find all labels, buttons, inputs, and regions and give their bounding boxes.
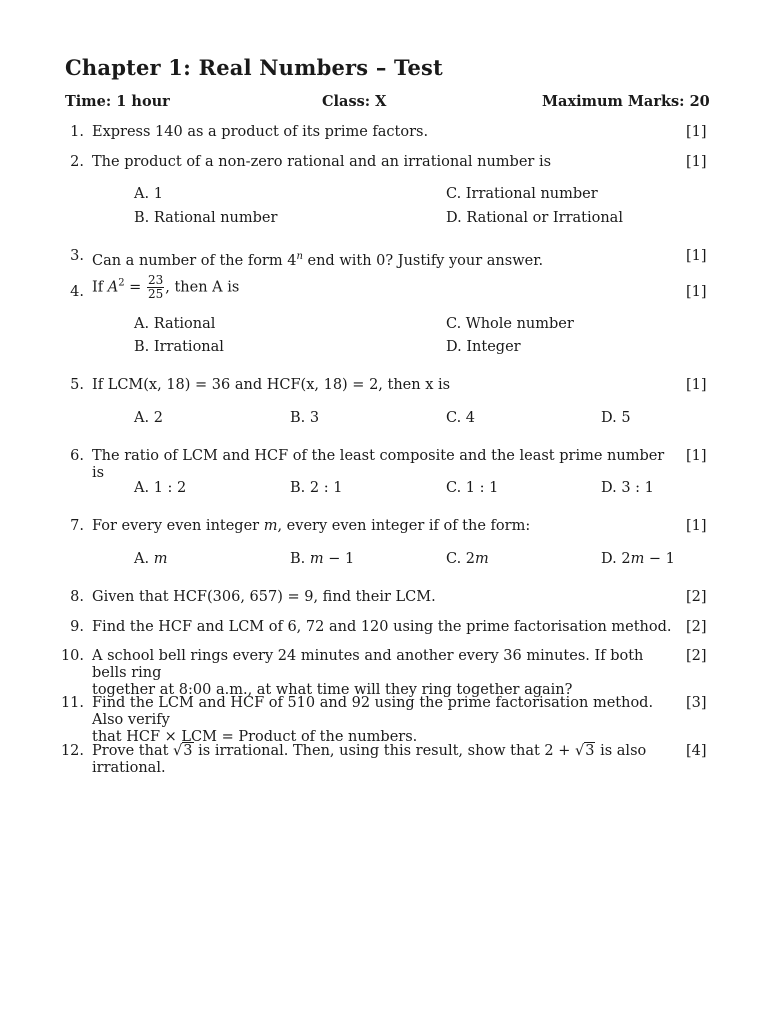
question-text: Prove that √3 is irrational. Then, using this result, show that 2 + √3 is also irrational.	[92, 743, 647, 776]
question-number: 12.	[60, 743, 84, 759]
fraction: $\frac{23}{25}$	[147, 273, 164, 301]
option-d: D. 5	[601, 410, 631, 426]
option-b: B. m − 1	[290, 551, 355, 567]
option-c: C. Whole number	[446, 316, 574, 332]
question-text: Given that HCF(306, 657) = 9, find their LCM.	[92, 589, 436, 605]
question-text: Find the HCF and LCM of 6, 72 and 120 using the prime factorisation method.	[92, 619, 672, 635]
question-marks: [2]	[686, 619, 707, 635]
question-number: 6.	[70, 448, 84, 464]
question-text: The ratio of LCM and HCF of the least composite and the least prime number is	[92, 448, 665, 481]
option-b: B. 3	[290, 410, 320, 426]
option-a: A. Rational	[134, 316, 216, 332]
option-b: B. Rational number	[134, 210, 278, 226]
option-a: A. 1 : 2	[134, 480, 187, 496]
option-d: D. 3 : 1	[601, 480, 654, 496]
square-root: √3	[575, 743, 595, 759]
question-text: Express 140 as a product of its prime factors.	[92, 124, 429, 140]
question-marks: [3]	[686, 695, 707, 711]
question-number: 4.	[70, 284, 84, 300]
question-marks: [1]	[686, 124, 707, 140]
question-marks: [1]	[686, 248, 707, 264]
question-marks: [2]	[686, 648, 707, 664]
option-c: C. 4	[446, 410, 476, 426]
question-text: For every even integer m, every even integer if of the form:	[92, 518, 531, 534]
question-number: 3.	[70, 248, 84, 264]
question-number: 9.	[70, 619, 84, 635]
option-d: D. 2m − 1	[601, 551, 675, 567]
question-number: 1.	[70, 124, 84, 140]
question-number: 7.	[70, 518, 84, 534]
question-text: Find the LCM and HCF of 510 and 92 using the prime factorisation method. Also verify that HCF × LCM = Product of the numbers.	[92, 695, 654, 745]
question-marks: [4]	[686, 743, 707, 759]
question-marks: [1]	[686, 377, 707, 393]
option-d: D. Rational or Irrational	[446, 210, 623, 226]
option-c: C. Irrational number	[446, 186, 598, 202]
question-text: If LCM(x, 18) = 36 and HCF(x, 18) = 2, then x is	[92, 377, 451, 393]
question-number: 8.	[70, 589, 84, 605]
question-number: 2.	[70, 154, 84, 170]
option-c: C. 1 : 1	[446, 480, 499, 496]
option-a: A. 1	[134, 186, 163, 202]
option-c: C. 2m	[446, 551, 489, 567]
square-root: √3	[173, 743, 193, 759]
question-marks: [1]	[686, 284, 707, 300]
option-b: B. Irrational	[134, 339, 224, 355]
max-marks-label: Maximum Marks: 20	[542, 93, 710, 110]
class-label: Class: X	[322, 93, 387, 110]
question-marks: [1]	[686, 448, 707, 464]
question-number: 5.	[70, 377, 84, 393]
option-b: B. 2 : 1	[290, 480, 343, 496]
question-text: The product of a non-zero rational and an irrational number is	[92, 154, 552, 170]
question-marks: [1]	[686, 154, 707, 170]
time-label: Time: 1 hour	[65, 93, 170, 110]
question-marks: [2]	[686, 589, 707, 605]
page-title: Chapter 1: Real Numbers – Test	[65, 55, 443, 80]
option-d: D. Integer	[446, 339, 521, 355]
question-text: A school bell rings every 24 minutes and another every 36 minutes. If both bells ring together at 8:00 a.m., at what time will they ring together again?	[92, 648, 644, 698]
option-a: A. 2	[134, 410, 163, 426]
question-text: If $A^2$ = $\frac{23}{25}$ , then A is	[92, 273, 240, 301]
question-number: 10.	[60, 648, 84, 664]
option-a: A. m	[134, 551, 168, 567]
question-marks: [1]	[686, 518, 707, 534]
question-text: Can a number of the form 4$^n$ end with 0? Justify your answer.	[92, 251, 544, 269]
question-number: 11.	[60, 695, 84, 711]
